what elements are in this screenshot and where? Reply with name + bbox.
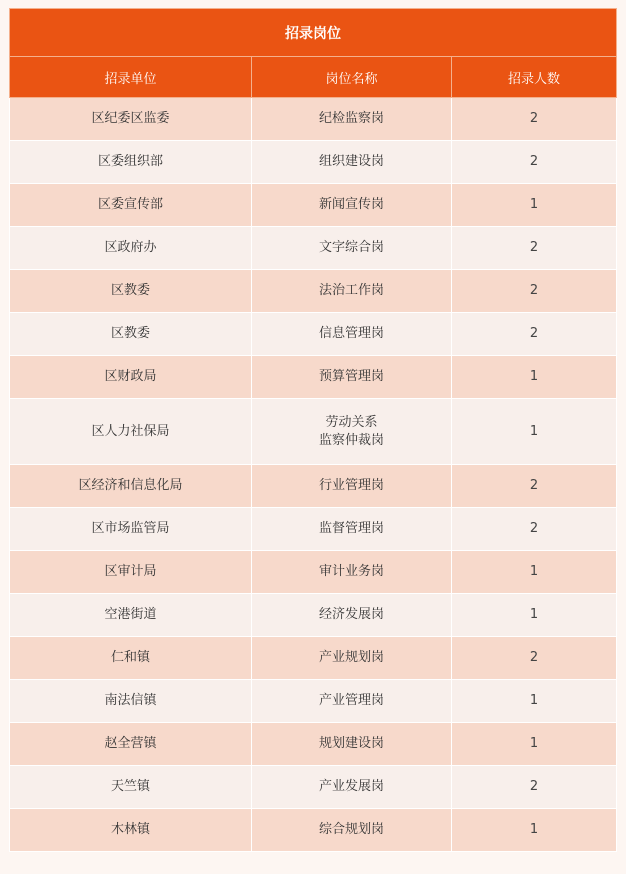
- cell-count: 1: [452, 594, 617, 637]
- cell-unit: 天竺镇: [10, 766, 252, 809]
- position-name-line: 新闻宣传岗: [318, 197, 384, 213]
- table-row: [10, 399, 617, 465]
- column-header-unit: 招录单位: [10, 57, 252, 98]
- position-name-line: 产业发展岗: [318, 779, 384, 795]
- position-name-line: 监察仲裁岗: [318, 432, 384, 448]
- position-name-line: 监督管理岗: [318, 521, 384, 537]
- cell-unit: 区委组织部: [10, 141, 252, 184]
- cell-unit: 区财政局: [10, 356, 252, 399]
- position-name-line: 文字综合岗: [318, 240, 384, 256]
- cell-count: 2: [452, 637, 617, 680]
- table-row: [10, 551, 617, 594]
- cell-position: [252, 141, 452, 184]
- cell-count: 2: [452, 98, 617, 141]
- cell-count: 2: [452, 270, 617, 313]
- cell-position: [252, 508, 452, 551]
- cell-unit: 仁和镇: [10, 637, 252, 680]
- cell-count: 2: [452, 465, 617, 508]
- cell-unit: 赵全营镇: [10, 723, 252, 766]
- cell-position: [252, 551, 452, 594]
- position-name-line: 经济发展岗: [318, 607, 384, 623]
- table-row: [10, 227, 617, 270]
- cell-position: [252, 465, 452, 508]
- table-row: [10, 809, 617, 852]
- cell-position: [252, 594, 452, 637]
- cell-count: 1: [452, 680, 617, 723]
- position-name-line: 产业管理岗: [318, 693, 384, 709]
- table-row: [10, 98, 617, 141]
- position-name-line: 法治工作岗: [318, 283, 384, 299]
- table-row: [10, 508, 617, 551]
- cell-count: 2: [452, 227, 617, 270]
- table-row: [10, 680, 617, 723]
- cell-count: 1: [452, 184, 617, 227]
- cell-unit: 区教委: [10, 313, 252, 356]
- cell-position: [252, 399, 452, 465]
- column-header-count: 招录人数: [452, 57, 617, 98]
- cell-count: 1: [452, 399, 617, 465]
- cell-position: [252, 356, 452, 399]
- cell-unit: 空港街道: [10, 594, 252, 637]
- cell-position: [252, 313, 452, 356]
- position-name-line: 综合规划岗: [318, 822, 384, 838]
- position-name-line: 纪检监察岗: [318, 111, 384, 127]
- cell-position: [252, 766, 452, 809]
- position-name-line: 组织建设岗: [318, 154, 384, 170]
- cell-count: 2: [452, 141, 617, 184]
- cell-unit: 区纪委区监委: [10, 98, 252, 141]
- table-row: [10, 723, 617, 766]
- position-name-line: 行业管理岗: [318, 478, 384, 494]
- cell-count: 2: [452, 313, 617, 356]
- table-header-row: [10, 57, 617, 98]
- table-row: [10, 766, 617, 809]
- table-row: [10, 184, 617, 227]
- table-title: 招录岗位: [10, 9, 617, 57]
- table-title-row: [10, 9, 617, 57]
- recruitment-table: [9, 8, 617, 852]
- cell-unit: 区审计局: [10, 551, 252, 594]
- cell-position: [252, 680, 452, 723]
- table-row: [10, 594, 617, 637]
- cell-unit: 区经济和信息化局: [10, 465, 252, 508]
- table-row: [10, 313, 617, 356]
- position-name-line: 信息管理岗: [318, 326, 384, 342]
- cell-position: [252, 637, 452, 680]
- cell-unit: 南法信镇: [10, 680, 252, 723]
- cell-count: 1: [452, 723, 617, 766]
- cell-unit: 区人力社保局: [10, 399, 252, 465]
- cell-position: [252, 227, 452, 270]
- table-row: [10, 356, 617, 399]
- cell-position: [252, 98, 452, 141]
- cell-unit: 区政府办: [10, 227, 252, 270]
- table-body: [10, 98, 617, 852]
- position-name-line: 规划建设岗: [318, 736, 384, 752]
- position-name-line: 预算管理岗: [318, 369, 384, 385]
- cell-count: 1: [452, 809, 617, 852]
- cell-count: 1: [452, 551, 617, 594]
- table-row: [10, 270, 617, 313]
- position-name-line: 审计业务岗: [318, 564, 384, 580]
- column-header-position: 岗位名称: [252, 57, 452, 98]
- table-row: [10, 141, 617, 184]
- cell-position: [252, 809, 452, 852]
- cell-unit: 区委宣传部: [10, 184, 252, 227]
- cell-unit: 区教委: [10, 270, 252, 313]
- table-row: [10, 637, 617, 680]
- cell-unit: 区市场监管局: [10, 508, 252, 551]
- position-name-line: 产业规划岗: [318, 650, 384, 666]
- position-name-line: 劳动关系: [325, 414, 378, 430]
- cell-unit: 木林镇: [10, 809, 252, 852]
- cell-position: [252, 270, 452, 313]
- cell-position: [252, 723, 452, 766]
- table-row: [10, 465, 617, 508]
- cell-count: 2: [452, 766, 617, 809]
- cell-count: 2: [452, 508, 617, 551]
- recruitment-table-wrapper: [9, 8, 616, 852]
- cell-position: [252, 184, 452, 227]
- cell-count: 1: [452, 356, 617, 399]
